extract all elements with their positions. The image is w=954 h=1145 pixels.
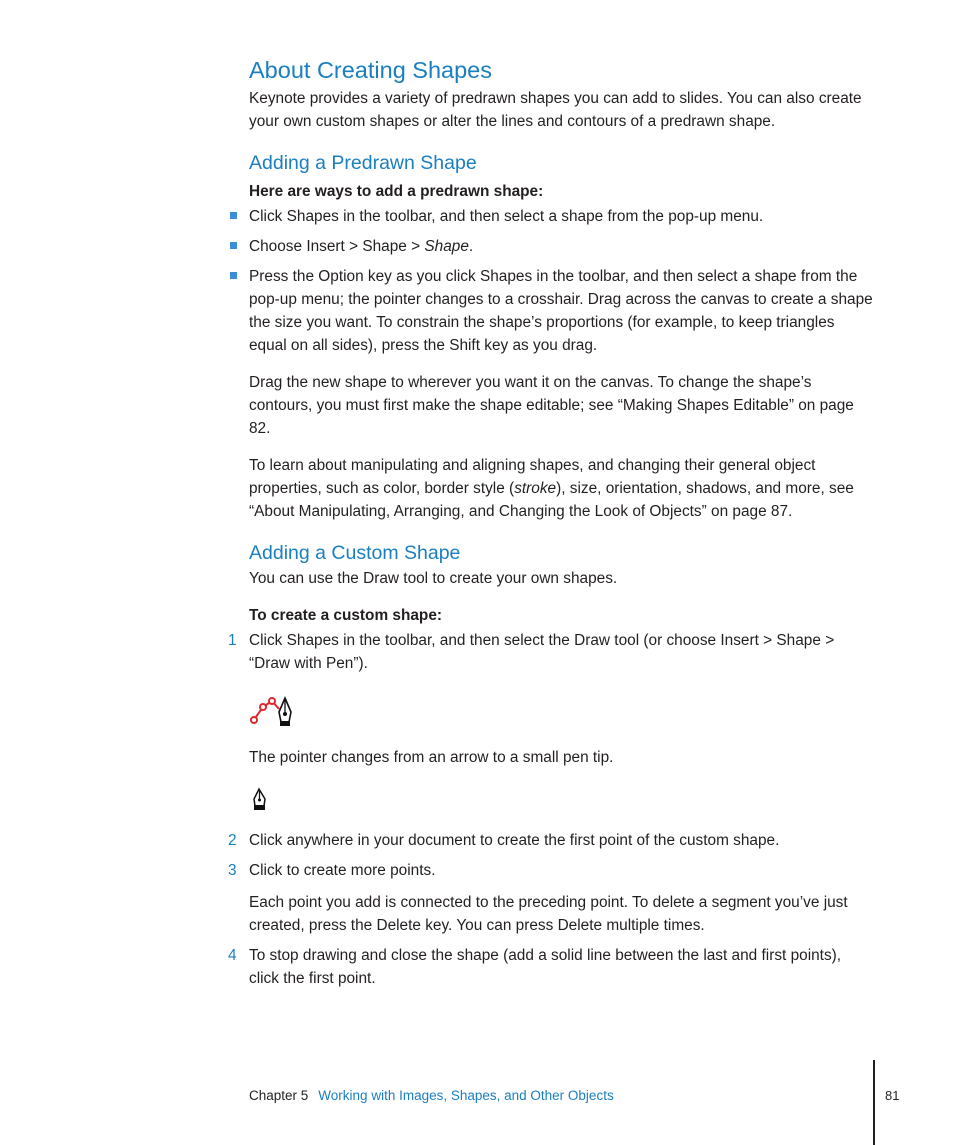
bullet-marker [230,242,237,249]
predrawn-heading: Adding a Predrawn Shape [249,152,477,174]
footer-divider [873,1060,875,1145]
step-text: To stop drawing and close the shape (add a solid line between the last and first points), click the first point. [249,947,842,987]
paragraph-text: ), size, orientation, shadows, and more, see “About Manipulating, Arranging, and Changing the Look of Objects” on page 87. [249,480,854,520]
custom-intro: You can use the Draw tool to create your own shapes. [249,570,618,587]
footer-chapter [249,1088,614,1103]
step-text: Click to create more points. [249,862,436,879]
step-text: Click Shapes in the toolbar, and then select the Draw tool (or choose Insert > Shape > “Draw with Pen”). [249,632,835,672]
predrawn-paragraph: Drag the new shape to wherever you want it on the canvas. To change the shape’s contours, you must first make the shape editable; see “Making Shapes Editable” on page 82. [249,374,854,437]
bullet-text: Choose Insert > Shape > [249,238,425,255]
paragraph-text: To learn about manipulating and aligning shapes, and changing their general object properties, such as color, border style ( [249,457,816,497]
custom-heading: Adding a Custom Shape [249,542,461,564]
step-number: 1 [228,632,237,649]
bullet-item: Press the Option key as you click Shapes in the toolbar, and then select a shape from the pop-up menu; the pointer changes to a crosshair. Drag across the canvas to create a shape the size you want. To constrain the shape’s proportions (for example, to keep triangles equal on all sides), press the Shift key as you drag. [249,268,873,354]
step-number: 4 [228,947,237,964]
step-number: 3 [228,862,237,879]
bullet-text: . [468,238,474,255]
bullet-item [249,235,874,258]
pen-tip-pointer-icon [251,787,269,818]
section-intro: Keynote provides a variety of predrawn shapes you can add to slides. You can also create your own custom shapes or alter the lines and contours of a predrawn shape. [249,90,862,130]
draw-tool-icon-graphic [249,693,295,729]
bullet-marker [230,212,237,219]
step-detail: Each point you add is connected to the preceding point. To delete a segment you’ve just created, press the Delete key. You can press Delete multiple times. [249,894,848,934]
pointer-note: The pointer changes from an arrow to a small pen tip. [249,749,614,766]
section-title: About Creating Shapes [249,57,492,83]
chapter-title: Working with Images, Shapes, and Other Objects [318,1088,614,1103]
custom-lead: To create a custom shape: [249,607,443,624]
step-text: Click anywhere in your document to create the first point of the custom shape. [249,832,780,849]
page-number: 81 [885,1088,900,1103]
pen-tip-pointer-graphic [251,787,269,813]
bullet-marker [230,272,237,279]
chapter-label: Chapter 5 [249,1088,309,1103]
predrawn-paragraph [249,454,874,523]
draw-tool-icon [249,693,295,734]
paragraph-italic: stroke [514,480,557,497]
bullet-item: Click Shapes in the toolbar, and then select a shape from the pop-up menu. [249,208,764,225]
step-number: 2 [228,832,237,849]
predrawn-lead: Here are ways to add a predrawn shape: [249,183,544,200]
bullet-italic: Shape [424,238,469,255]
